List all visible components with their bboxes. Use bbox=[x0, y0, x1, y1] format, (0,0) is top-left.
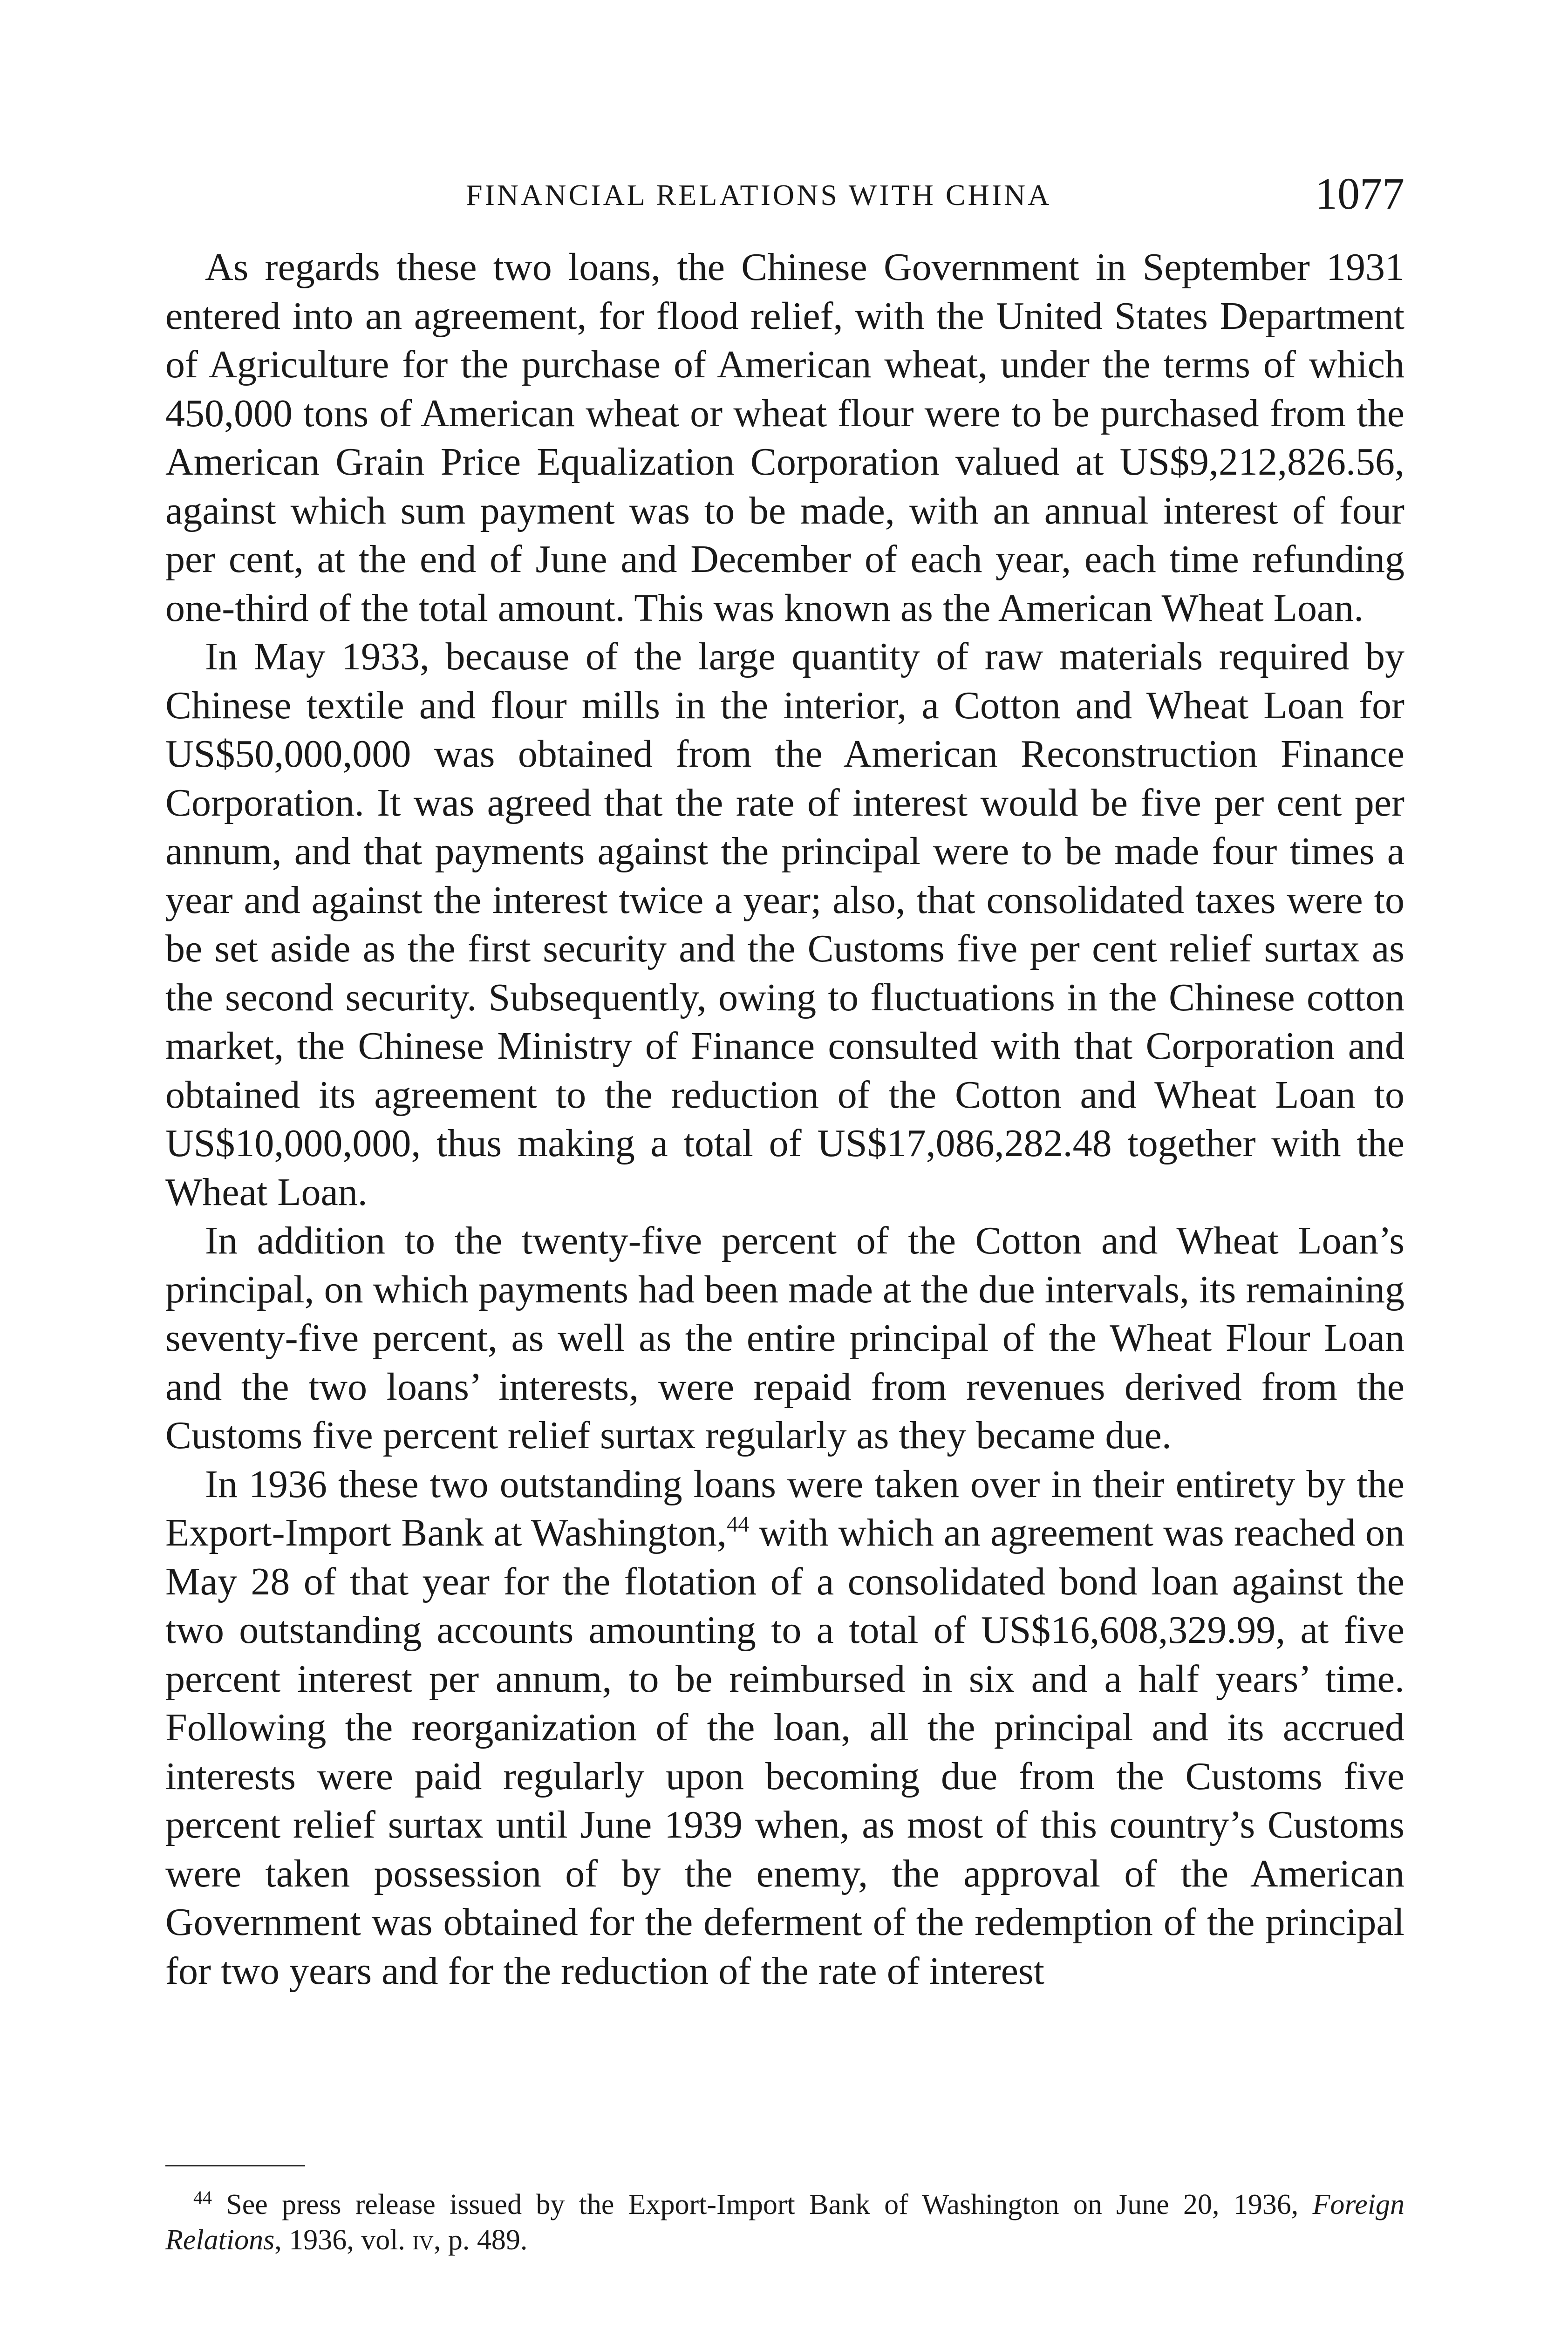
footnote-text: See press release issued by the Export-Import Bank of Washington on June 20, 1936, bbox=[212, 2189, 1313, 2220]
running-title: FINANCIAL RELATIONS WITH CHINA bbox=[466, 178, 1052, 211]
paragraph-text: with which an agreement was reached on May 28 of that year for the flotation of a consolidated bond loan against the two outstanding accounts amounting to a total of US$16,608,329.99, at five percent interest per annum, to be reimbursed in six and a half years’ time. Following the reorganization of the loan, all the principal and its accrued interests were paid regularly upon becoming due from the Customs five percent relief surtax until June 1939 when, as most of this country’s Customs were taken possession of by the enemy, the approval of the American Government was obtained for the deferment of the redemption of the principal for two years and for the reduction of the rate of interest bbox=[165, 1511, 1404, 1993]
footnote-publication-title: Foreign Relations bbox=[165, 2189, 1404, 2256]
paragraph-export-import-bank bbox=[165, 1460, 1404, 1996]
footnote-divider bbox=[165, 2165, 305, 2166]
footnote-text: , 1936, vol. bbox=[274, 2224, 413, 2256]
page-number: 1077 bbox=[1315, 169, 1404, 218]
footnote-number: 44 bbox=[193, 2187, 212, 2208]
paragraph-wheat-loan: As regards these two loans, the Chinese Government in September 1931 entered into an agreement, for flood relief, with the United States Department of Agriculture for the purchase of American wheat, under the terms of which 450,000 tons of American wheat or wheat flour were to be purchased from the American Grain Price Equalization Corporation valued at US$9,212,826.56, against which sum payment was to be made, with an annual interest of four per cent, at the end of June and December of each year, each time refunding one-third of the total amount. This was known as the American Wheat Loan. bbox=[165, 245, 1404, 630]
running-head bbox=[165, 168, 1404, 224]
footnote bbox=[165, 2187, 1404, 2258]
footnote-reference[interactable]: 44 bbox=[727, 1512, 750, 1537]
paragraph-cotton-wheat-loan: In May 1933, because of the large quantity of raw materials required by Chinese textile and flour mills in the interior, a Cotton and Wheat Loan for US$50,000,000 was obtained from the American Reconstruction Finance Corporation. It was agreed that the rate of interest would be five per cent per annum, and that payments against the principal were to be made four times a year and against the interest twice a year; also, that consolidated taxes were to be set aside as the first security and the Customs five per cent relief surtax as the second security. Subsequently, owing to fluctuations in the Chinese cotton market, the Chinese Ministry of Finance consulted with that Corporation and obtained its agreement to the reduction of the Cotton and Wheat Loan to US$10,000,000, thus making a total of US$17,086,282.48 together with the Wheat Loan. bbox=[165, 635, 1404, 1214]
footnote-volume: iv bbox=[412, 2224, 434, 2256]
footnote-text: , p. 489. bbox=[433, 2224, 528, 2256]
body-text bbox=[165, 243, 1404, 1995]
paragraph-text: In 1936 these two outstanding loans were taken over in their entirety by the Export-Import Bank at Washington, bbox=[165, 1462, 1404, 1554]
paragraph-repayment: In addition to the twenty-five percent of the Cotton and Wheat Loan’s principal, on which payments had been made at the due intervals, its remaining seventy-five percent, as well as the entire principal of the Wheat Flour Loan and the two loans’ interests, were repaid from revenues derived from the Customs five percent relief surtax regularly as they became due. bbox=[165, 1219, 1404, 1457]
